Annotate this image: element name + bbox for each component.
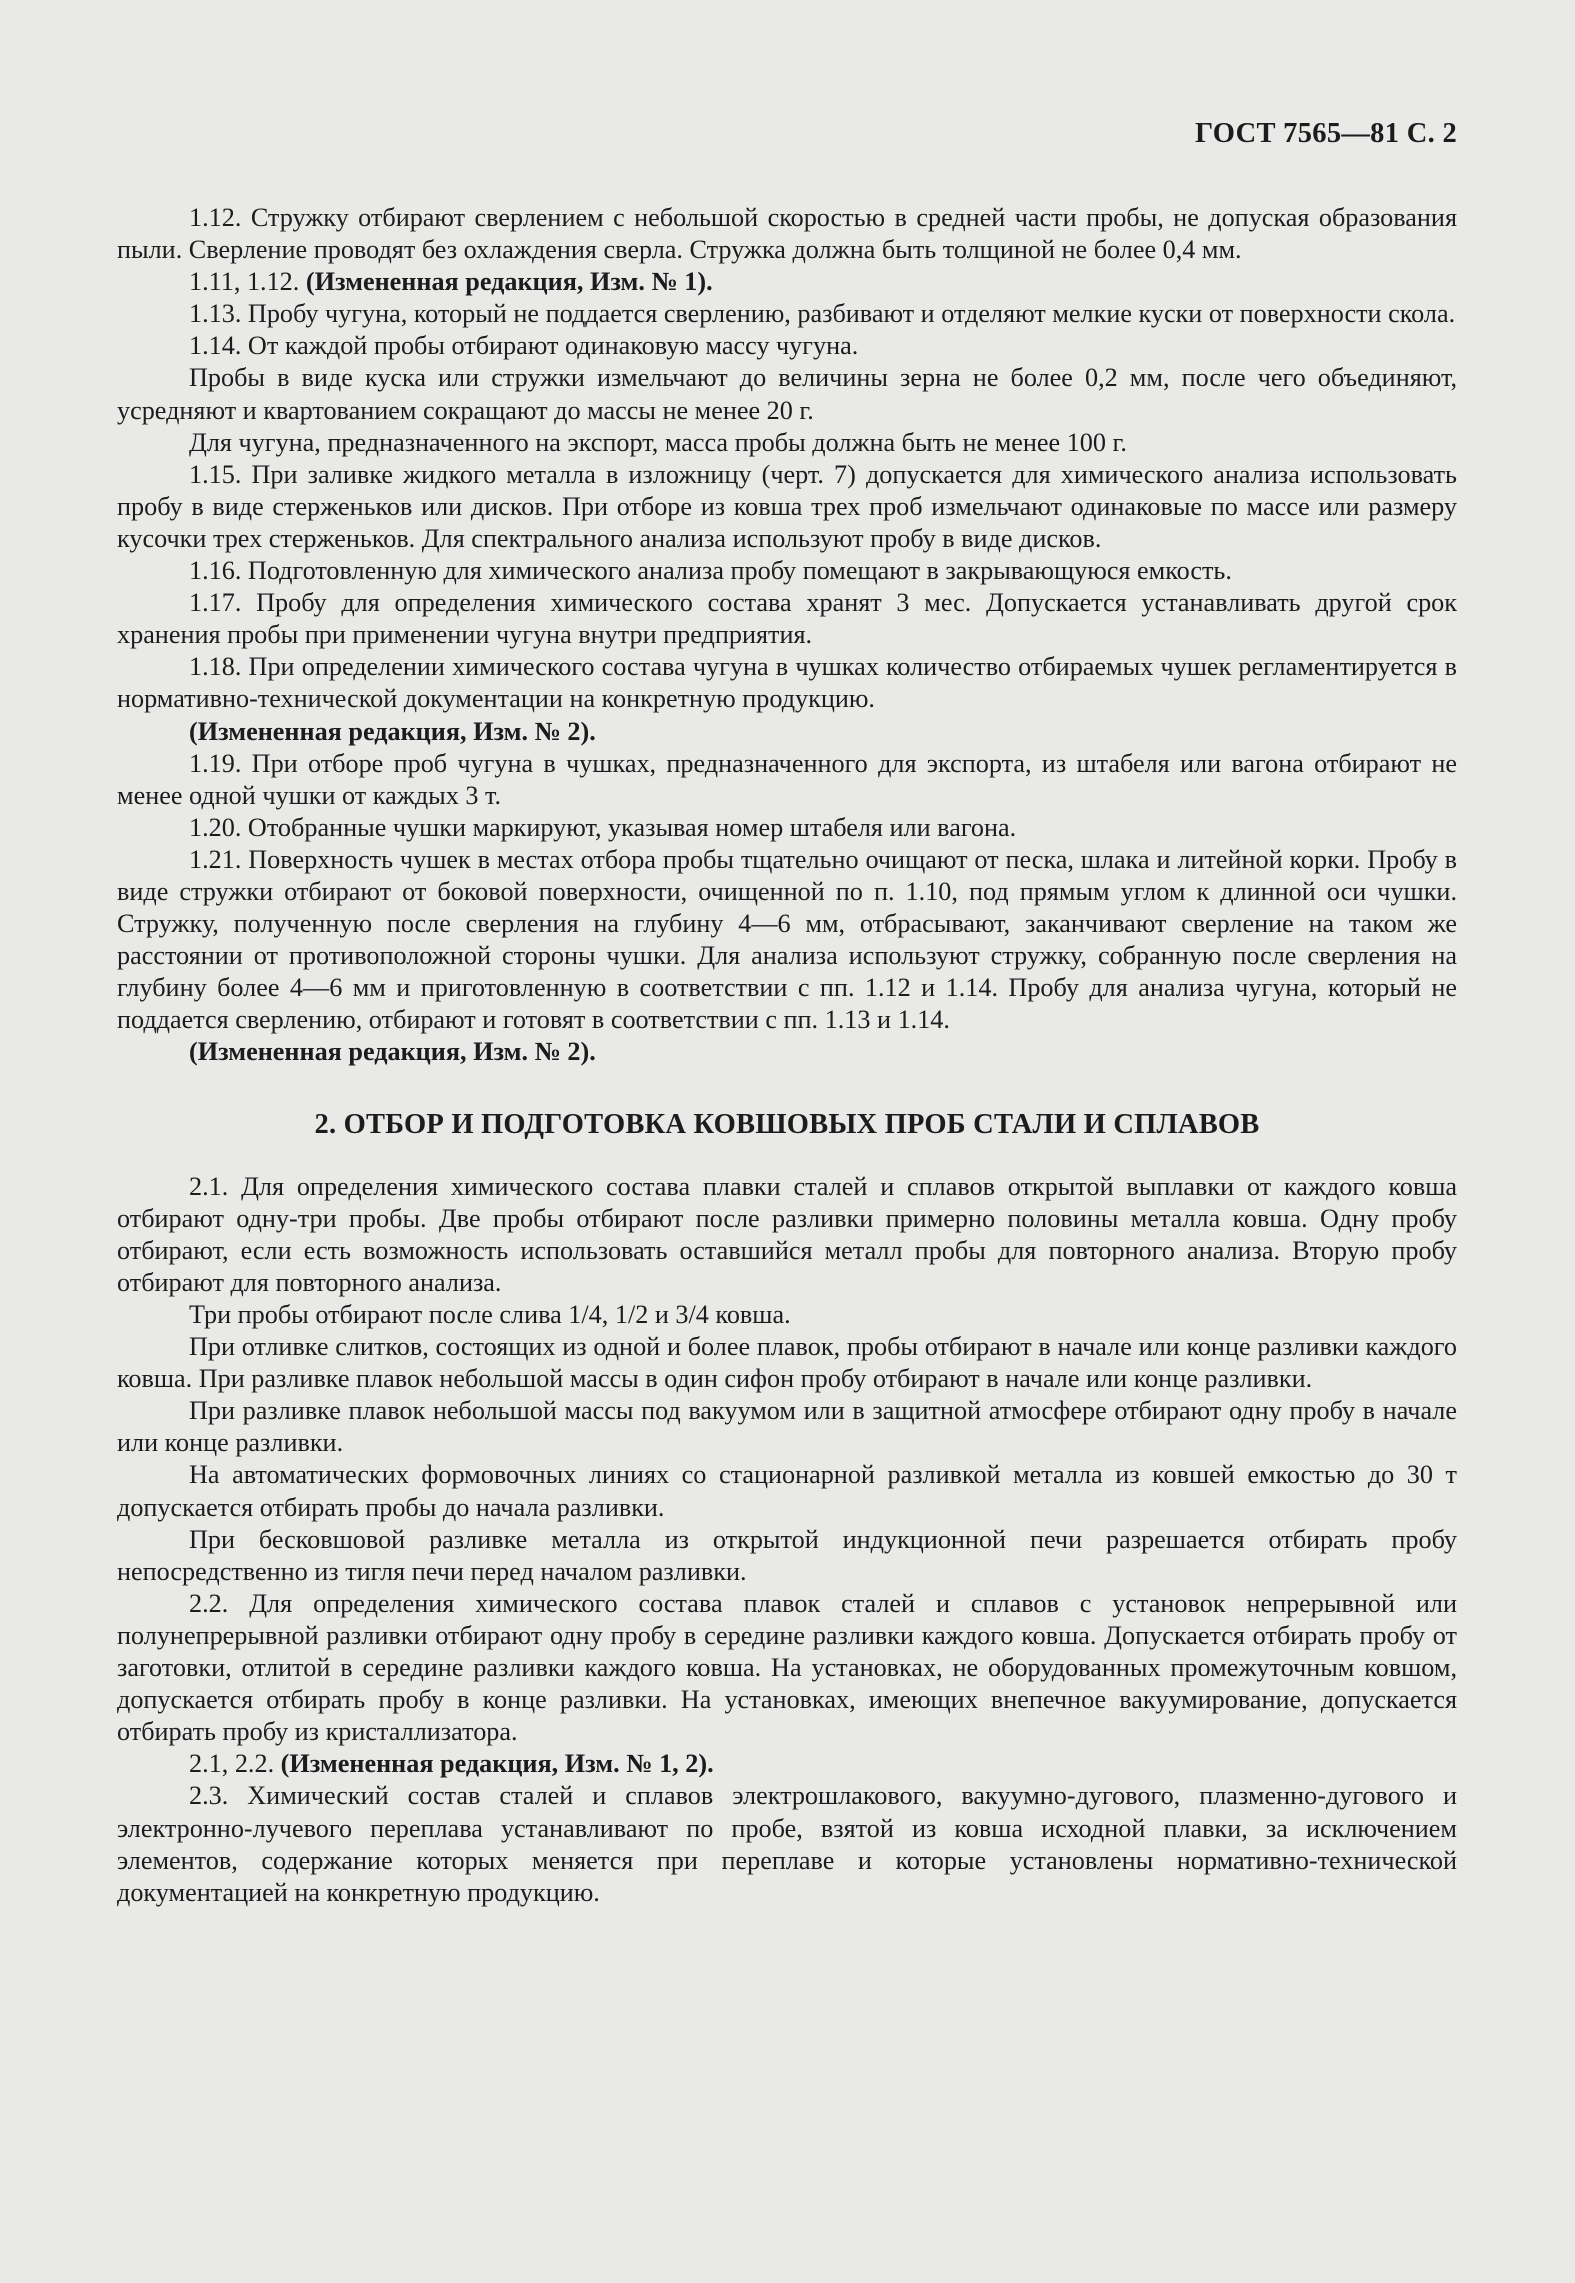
paragraph-text: 2.3. Химический состав сталей и сплавов электрошлакового, вакуумно-дугового, плазменно-дугового и электронно-лучевого переплава устанавливают по пробе, взятой из ковша исходной плавки, за исключением элементов, содержание которых меняется при переплаве и которые установлены нормативно-технической документацией на конкретную продукцию. bbox=[117, 1781, 1457, 1907]
paragraph bbox=[117, 459, 1457, 555]
paragraph-text: 1.17. Пробу для определения химического состава хранят 3 мес. Допускается устанавливать другой срок хранения пробы при применении чугуна внутри предприятия. bbox=[117, 588, 1457, 650]
paragraph-text: На автоматических формовочных линиях со стационарной разливкой металла из ковшей емкостью до 30 т допускается отбирать пробы до начала разливки. bbox=[117, 1460, 1457, 1522]
paragraph bbox=[117, 555, 1457, 587]
paragraph-text: Три пробы отбирают после слива 1/4, 1/2 и 3/4 ковша. bbox=[189, 1300, 791, 1329]
paragraph bbox=[117, 651, 1457, 715]
document-body bbox=[117, 202, 1457, 1909]
paragraph-text: 1.14. От каждой пробы отбирают одинаковую массу чугуна. bbox=[189, 331, 859, 361]
amendment-note: (Измененная редакция, Изм. № 1, 2). bbox=[280, 1749, 714, 1779]
paragraph bbox=[117, 1299, 1457, 1331]
paragraph bbox=[117, 1780, 1457, 1908]
paragraph bbox=[117, 1395, 1457, 1459]
paragraph bbox=[117, 202, 1457, 266]
amendment-note: (Измененная редакция, Изм. № 2). bbox=[189, 1037, 596, 1067]
paragraph-text: 1.21. Поверхность чушек в местах отбора пробы тщательно очищают от песка, шлака и литейной корки. Пробу в виде стружки отбирают от боковой поверхности, очищенной по п. 1.10, под прямым углом к длинной оси чушки. Стружку, полученную после сверления на глубину 4—6 мм, отбрасывают, заканчивают сверление на таком же расстоянии от противоположной стороны чушки. Для анализа используют стружку, собранную после сверления на глубину более 4—6 мм и приготовленную в соответствии с пп. 1.12 и 1.14. Пробу для анализа чугуна, который не поддается сверлению, отбирают и готовят в соответствии с пп. 1.13 и 1.14. bbox=[117, 844, 1457, 1035]
paragraph bbox=[117, 587, 1457, 651]
paragraph-text: Пробы в виде куска или стружки измельчают до величины зерна не более 0,2 мм, после чего объединяют, усредняют и квартованием сокращают до массы не менее 20 г. bbox=[117, 363, 1457, 425]
paragraph-text: 1.11, 1.12. bbox=[189, 267, 306, 297]
paragraph-text: 2.1. Для определения химического состава плавки сталей и сплавов открытой выплавки от каждого ковша отбирают одну-три пробы. Две пробы отбирают после разливки примерно половины металла ковша. Одну пробу отбирают, если есть возможность использовать оставшийся металл пробы для повторного анализа. Вторую пробу отбирают для повторного анализа. bbox=[117, 1171, 1457, 1297]
paragraph bbox=[117, 362, 1457, 426]
paragraph-text: Для чугуна, предназначенного на экспорт, масса пробы должна быть не менее 100 г. bbox=[189, 427, 1127, 457]
paragraph bbox=[117, 1459, 1457, 1523]
paragraph-text: 1.15. При заливке жидкого металла в изложницу (черт. 7) допускается для химического анализа использовать пробу в виде стерженьков или дисков. При отборе из ковша трех проб измельчают одинаковые по массе или размеру кусочки трех стерженьков. Для спектрального анализа используют пробу в виде дисков. bbox=[117, 459, 1457, 553]
paragraph-text: 1.13. Пробу чугуна, который не поддается сверлению, разбивают и отделяют мелкие куски от поверхности скола. bbox=[189, 299, 1456, 329]
section-2-paragraphs bbox=[117, 1171, 1457, 1909]
paragraph-text: 1.19. При отборе проб чугуна в чушках, предназначенного для экспорта, из штабеля или вагона отбирают не менее одной чушки от каждых 3 т. bbox=[117, 748, 1457, 810]
paragraph-text: 1.12. Стружку отбирают сверлением с небольшой скоростью в средней части пробы, не допуская образования пыли. Сверление проводят без охлаждения сверла. Стружка должна быть толщиной не более 0,4 мм. bbox=[117, 203, 1457, 265]
paragraph-text: При бесковшовой разливке металла из открытой индукционной печи разрешается отбирать пробу непосредственно из тигля печи перед началом разливки. bbox=[117, 1524, 1457, 1586]
paragraph bbox=[117, 427, 1457, 459]
paragraph-text: 2.1, 2.2. bbox=[189, 1749, 281, 1779]
paragraph bbox=[117, 1331, 1457, 1395]
section-2-title: 2. ОТБОР И ПОДГОТОВКА КОВШОВЫХ ПРОБ СТАЛИ И СПЛАВОВ bbox=[314, 1108, 1260, 1140]
amendment-note: (Измененная редакция, Изм. № 2). bbox=[189, 716, 596, 746]
paragraph-text: 1.16. Подготовленную для химического анализа пробу помещают в закрывающуюся емкость. bbox=[189, 556, 1232, 586]
paragraph bbox=[117, 298, 1457, 330]
paragraph bbox=[117, 1171, 1457, 1299]
paragraph-text: При разливке плавок небольшой массы под вакуумом или в защитной атмосфере отбирают одну пробу в начале или конце разливки. bbox=[117, 1396, 1457, 1458]
paragraph bbox=[117, 716, 1457, 748]
amendment-note: (Измененная редакция, Изм. № 1). bbox=[305, 267, 713, 297]
paragraph-text: 1.20. Отобранные чушки маркируют, указывая номер штабеля или вагона. bbox=[189, 812, 1017, 842]
paragraph bbox=[117, 748, 1457, 812]
paragraph bbox=[117, 1036, 1457, 1068]
paragraph bbox=[117, 1748, 1457, 1780]
paragraph bbox=[117, 330, 1457, 362]
section-1-paragraphs bbox=[117, 202, 1457, 1069]
paragraph bbox=[117, 1588, 1457, 1748]
paragraph-text: 2.2. Для определения химического состава плавок сталей и сплавов с установок непрерывной или полунепрерывной разливки отбирают одну пробу в середине разливки каждого ковша. Допускается отбирать пробу от заготовки, отлитой в середине разливки каждого ковша. На установках, не оборудованных промежуточным ковшом, допускается отбирать пробу в конце разливки. На установках, имеющих внепечное вакуумирование, допускается отбирать пробу из кристаллизатора. bbox=[117, 1588, 1457, 1747]
paragraph bbox=[117, 1524, 1457, 1588]
paragraph bbox=[117, 812, 1457, 844]
page-header: ГОСТ 7565—81 С. 2 bbox=[1195, 118, 1457, 149]
paragraph-text: 1.18. При определении химического состава чугуна в чушках количество отбираемых чушек регламентируется в нормативно-технической документации на конкретную продукцию. bbox=[117, 652, 1457, 714]
paragraph bbox=[117, 266, 1457, 298]
paragraph bbox=[117, 844, 1457, 1037]
paragraph-text: При отливке слитков, состоящих из одной и более плавок, пробы отбирают в начале или конце разливки каждого ковша. При разливке плавок небольшой массы в один сифон пробу отбирают в начале или конце разливки. bbox=[117, 1332, 1457, 1394]
